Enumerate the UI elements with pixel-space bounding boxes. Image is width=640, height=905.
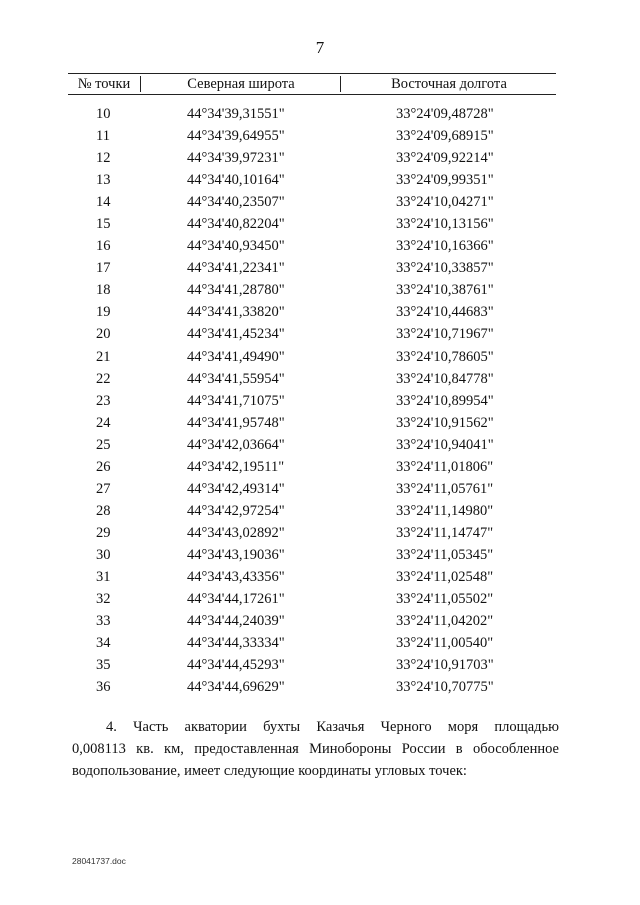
longitude-cell: 33°24'11,00540" (396, 635, 494, 652)
point-number-cell: 34 (96, 635, 111, 652)
table-row (68, 150, 556, 172)
latitude-cell: 44°34'40,93450" (187, 238, 285, 255)
point-number-cell: 14 (96, 194, 111, 211)
table-row (68, 591, 556, 613)
point-number-cell: 28 (96, 502, 111, 519)
latitude-cell: 44°34'43,43356" (187, 568, 285, 585)
longitude-cell: 33°24'11,05502" (396, 591, 494, 608)
point-number-cell: 35 (96, 657, 111, 674)
longitude-cell: 33°24'10,89954" (396, 392, 494, 409)
latitude-cell: 44°34'39,64955" (187, 128, 285, 145)
point-number-cell: 36 (96, 679, 111, 696)
point-number-cell: 33 (96, 613, 111, 630)
paragraph-line-2: 0,008113 кв. км, предоставленная Минобороны России в обособленное (72, 741, 559, 757)
longitude-cell: 33°24'09,99351" (396, 172, 494, 189)
latitude-cell: 44°34'40,10164" (187, 172, 285, 189)
table-row (68, 503, 556, 525)
table-row (68, 635, 556, 657)
table-row (68, 304, 556, 326)
longitude-cell: 33°24'10,70775" (396, 679, 494, 696)
point-number-cell: 10 (96, 106, 111, 122)
point-number-cell: 13 (96, 172, 111, 189)
table-row (68, 547, 556, 569)
table-row (68, 172, 556, 194)
latitude-cell: 44°34'39,31551" (187, 106, 285, 122)
paragraph-line-1: 4. Часть акватории бухты Казачья Черного моря площадью (106, 719, 559, 735)
point-number-cell: 12 (96, 150, 111, 167)
latitude-cell: 44°34'42,97254" (187, 502, 285, 519)
point-number-cell: 27 (96, 480, 111, 497)
latitude-cell: 44°34'40,82204" (187, 216, 285, 233)
header-point-number: № точки (77, 76, 131, 92)
footer-filename: 28041737.doc (72, 856, 126, 866)
latitude-cell: 44°34'41,22341" (187, 260, 285, 277)
latitude-cell: 44°34'41,95748" (187, 414, 285, 431)
table-row (68, 326, 556, 348)
paragraph-section-4 (72, 716, 559, 782)
table-row (68, 657, 556, 679)
longitude-cell: 33°24'09,92214" (396, 150, 494, 167)
point-number-cell: 11 (96, 128, 110, 145)
table-row (68, 194, 556, 216)
latitude-cell: 44°34'39,97231" (187, 150, 285, 167)
table-row (68, 569, 556, 591)
point-number-cell: 30 (96, 546, 111, 563)
longitude-cell: 33°24'11,04202" (396, 613, 494, 630)
longitude-cell: 33°24'10,16366" (396, 238, 494, 255)
table-row (68, 613, 556, 635)
longitude-cell: 33°24'11,05761" (396, 480, 494, 497)
latitude-cell: 44°34'42,19511" (187, 458, 285, 475)
table-row (68, 282, 556, 304)
point-number-cell: 15 (96, 216, 111, 233)
longitude-cell: 33°24'11,05345" (396, 546, 494, 563)
longitude-cell: 33°24'11,14980" (396, 502, 494, 519)
longitude-cell: 33°24'11,14747" (396, 524, 494, 541)
latitude-cell: 44°34'41,55954" (187, 370, 285, 387)
point-number-cell: 29 (96, 524, 111, 541)
longitude-cell: 33°24'11,01806" (396, 458, 494, 475)
table-row (68, 525, 556, 547)
table-header (68, 73, 556, 95)
table-row (68, 106, 556, 128)
latitude-cell: 44°34'42,49314" (187, 480, 285, 497)
point-number-cell: 25 (96, 436, 111, 453)
table-row (68, 238, 556, 260)
latitude-cell: 44°34'44,17261" (187, 591, 285, 608)
coordinates-table-body (68, 106, 556, 701)
table-row (68, 481, 556, 503)
latitude-cell: 44°34'44,33334" (187, 635, 285, 652)
latitude-cell: 44°34'42,03664" (187, 436, 285, 453)
point-number-cell: 20 (96, 326, 111, 343)
latitude-cell: 44°34'41,28780" (187, 282, 285, 299)
table-row (68, 371, 556, 393)
point-number-cell: 17 (96, 260, 111, 277)
longitude-cell: 33°24'10,91703" (396, 657, 494, 674)
point-number-cell: 22 (96, 370, 111, 387)
point-number-cell: 16 (96, 238, 111, 255)
latitude-cell: 44°34'41,45234" (187, 326, 285, 343)
longitude-cell: 33°24'09,48728" (396, 106, 494, 122)
latitude-cell: 44°34'43,02892" (187, 524, 285, 541)
paragraph-line-3: водопользование, имеет следующие координаты угловых точек: (72, 763, 467, 779)
longitude-cell: 33°24'11,02548" (396, 568, 494, 585)
latitude-cell: 44°34'44,45293" (187, 657, 285, 674)
longitude-cell: 33°24'10,04271" (396, 194, 494, 211)
longitude-cell: 33°24'10,71967" (396, 326, 494, 343)
point-number-cell: 26 (96, 458, 111, 475)
latitude-cell: 44°34'43,19036" (187, 546, 285, 563)
point-number-cell: 23 (96, 392, 111, 409)
longitude-cell: 33°24'10,78605" (396, 348, 494, 365)
latitude-cell: 44°34'41,71075" (187, 392, 285, 409)
longitude-cell: 33°24'10,84778" (396, 370, 494, 387)
latitude-cell: 44°34'41,33820" (187, 304, 285, 321)
longitude-cell: 33°24'10,91562" (396, 414, 494, 431)
header-north-latitude: Северная широта (140, 76, 341, 92)
table-row (68, 437, 556, 459)
point-number-cell: 18 (96, 282, 111, 299)
table-row (68, 679, 556, 701)
longitude-cell: 33°24'10,33857" (396, 260, 494, 277)
table-row (68, 349, 556, 371)
longitude-cell: 33°24'10,94041" (396, 436, 494, 453)
point-number-cell: 31 (96, 568, 111, 585)
table-row (68, 128, 556, 150)
page-number: 7 (315, 38, 325, 57)
point-number-cell: 21 (96, 348, 111, 365)
point-number-cell: 19 (96, 304, 111, 321)
longitude-cell: 33°24'10,44683" (396, 304, 494, 321)
table-row (68, 415, 556, 437)
header-east-longitude: Восточная долгота (340, 76, 557, 92)
latitude-cell: 44°34'44,69629" (187, 679, 285, 696)
longitude-cell: 33°24'10,38761" (396, 282, 494, 299)
latitude-cell: 44°34'40,23507" (187, 194, 285, 211)
table-row (68, 216, 556, 238)
table-row (68, 459, 556, 481)
latitude-cell: 44°34'41,49490" (187, 348, 285, 365)
longitude-cell: 33°24'10,13156" (396, 216, 494, 233)
table-row (68, 393, 556, 415)
point-number-cell: 32 (96, 591, 111, 608)
point-number-cell: 24 (96, 414, 111, 431)
latitude-cell: 44°34'44,24039" (187, 613, 285, 630)
longitude-cell: 33°24'09,68915" (396, 128, 494, 145)
table-row (68, 260, 556, 282)
